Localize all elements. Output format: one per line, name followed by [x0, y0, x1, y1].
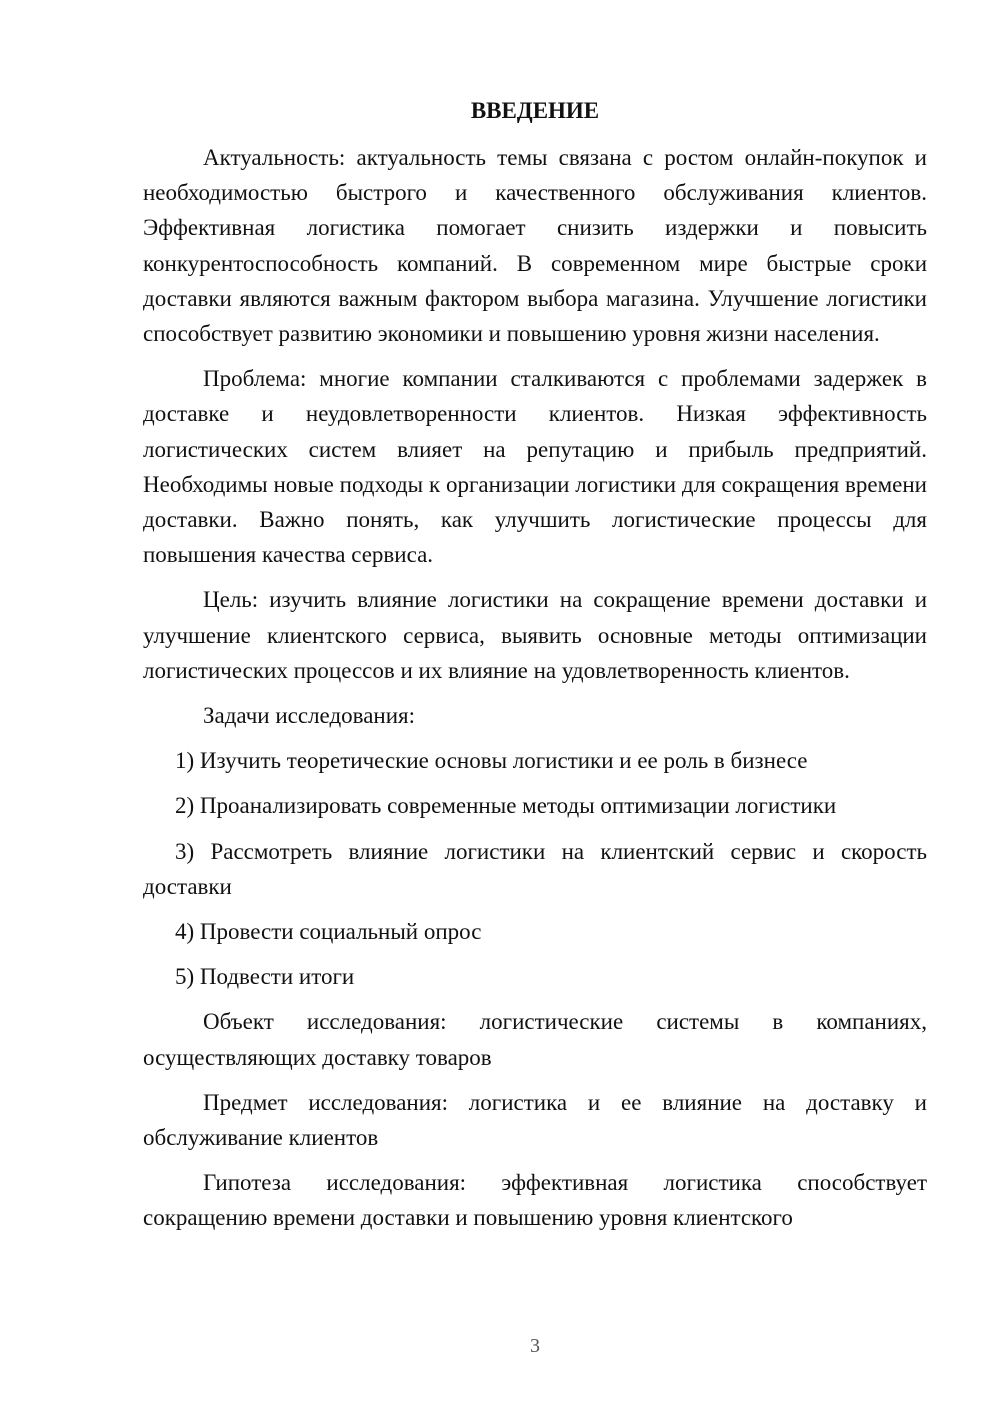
page-number: 3 [530, 1335, 540, 1357]
task-item-1: 1) Изучить теоретические основы логистики и ее роль в бизнесе [175, 748, 808, 774]
paragraph-object: Объект исследования: логистические системы в компаниях, осуществляющих доставку товаров [143, 1009, 927, 1070]
paragraph-subject: Предмет исследования: логистика и ее влияние на доставку и обслуживание клиентов [143, 1089, 927, 1151]
paragraph-goal: Цель: изучить влияние логистики на сокращение времени доставки и улучшение клиентского сервиса, выявить основные методы оптимизации логистических процессов и их влияние на удовлетворенность клиентов. [143, 587, 927, 683]
document-page [143, 96, 927, 1246]
task-item-3: 3) Рассмотреть влияние логистики на клиентский сервис и скорость доставки [143, 838, 927, 899]
paragraph-hypothesis: Гипотеза исследования: эффективная логистика способствует сокращению времени доставки и повышению уровня клиентского [143, 1170, 927, 1231]
task-item-4: 4) Провести социальный опрос [175, 919, 482, 945]
tasks-label: Задачи исследования: [203, 703, 416, 729]
section-heading: ВВЕДЕНИЕ [470, 98, 600, 123]
paragraph-problem: Проблема: многие компании сталкиваются с проблемами задержек в доставке и неудовлетворенности клиентов. Низкая эффективность логистических систем влияет на репутацию и прибыль предприятий. Необходимы новые подходы к организации логистики для сокращения времени доставки. Важно понять, как улучшить логистические процессы для повышения качества сервиса. [143, 366, 927, 568]
paragraph-relevance: Актуальность: актуальность темы связана с ростом онлайн-покупок и необходимостью быстрого и качественного обслуживания клиентов. Эффективная логистика помогает снизить издержки и повысить конкурентоспособность компаний. В современном мире быстрые сроки доставки являются важным фактором выбора магазина. Улучшение логистики способствует развитию экономики и повышению уровня жизни населения. [143, 145, 927, 347]
task-item-2: 2) Проанализировать современные методы оптимизации логистики [175, 793, 837, 819]
task-item-5: 5) Подвести итоги [175, 964, 355, 990]
